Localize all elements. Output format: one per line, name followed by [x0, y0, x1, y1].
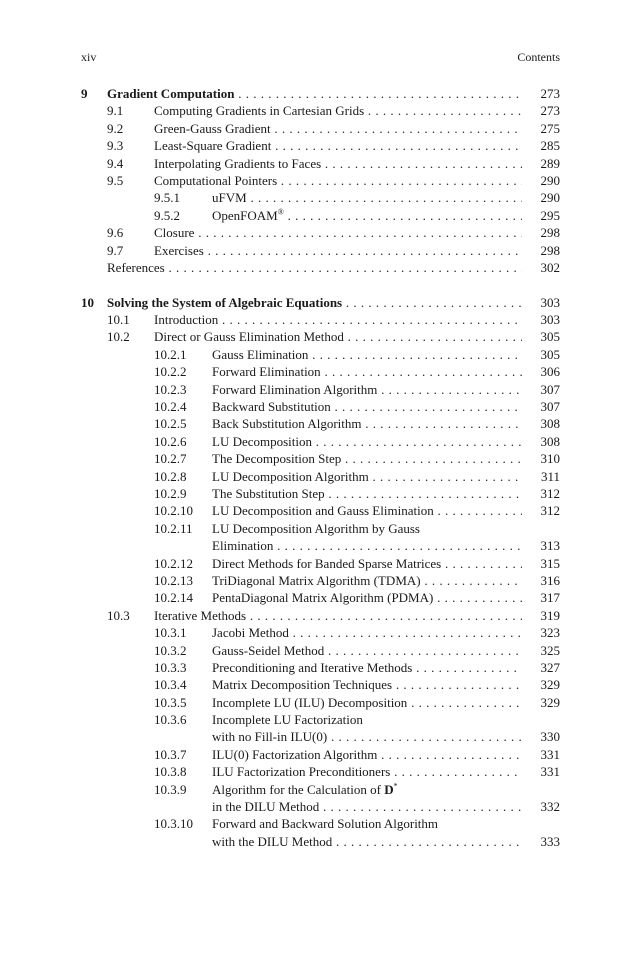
entry-number: 10.2.8 — [154, 468, 187, 484]
entry-title-text: LU Decomposition and Gauss Elimination — [212, 503, 434, 519]
toc-section-entry[interactable] — [81, 137, 560, 154]
entry-number: 10.3.9 — [154, 781, 187, 797]
toc-section-entry[interactable] — [81, 381, 560, 398]
entry-title — [212, 537, 522, 554]
page-number: xiv — [81, 50, 97, 64]
toc-section-entry[interactable] — [81, 502, 560, 519]
entry-number: 9.7 — [107, 242, 124, 258]
entry-number: 10.3.8 — [154, 764, 187, 780]
entry-title — [154, 155, 522, 172]
entry-page-number: 305 — [540, 329, 560, 345]
toc-chapter-entry[interactable] — [81, 294, 560, 311]
entry-title — [212, 207, 522, 224]
entry-number: 10.3.7 — [154, 746, 187, 762]
entry-title-text: OpenFOAM — [212, 207, 278, 223]
toc-section-entry[interactable] — [81, 781, 560, 798]
entry-title-symbol: D — [384, 781, 394, 797]
entry-page-number: 273 — [540, 86, 560, 101]
entry-title-text: Gradient Computation — [107, 86, 235, 101]
entry-title — [212, 346, 522, 363]
entry-title-text: LU Decomposition — [212, 433, 313, 449]
entry-title — [107, 85, 522, 102]
entry-title — [154, 102, 522, 119]
entry-title — [212, 659, 522, 676]
toc-section-entry[interactable] — [81, 815, 560, 832]
entry-number: 10.2.4 — [154, 399, 187, 415]
entry-page-number: 312 — [540, 503, 560, 519]
entry-title-text: Computing Gradients in Cartesian Grids — [154, 103, 365, 119]
entry-page-number: 273 — [540, 103, 560, 119]
entry-number: 10.3.6 — [154, 712, 187, 728]
entry-number: 10 — [81, 294, 94, 310]
entry-title-text: ILU(0) Factorization Algorithm — [212, 746, 378, 762]
toc-section-entry[interactable] — [81, 763, 560, 780]
entry-title-text: Matrix Decomposition Techniques — [212, 677, 393, 693]
entry-title — [154, 607, 522, 624]
entry-title — [212, 642, 522, 659]
entry-title — [212, 781, 522, 798]
entry-title-text: Jacobi Method — [212, 625, 289, 641]
entry-title — [154, 137, 522, 154]
entry-number: 10.2.5 — [154, 416, 187, 432]
entry-page-number: 315 — [540, 555, 560, 571]
toc-section-entry[interactable] — [81, 398, 560, 415]
entry-page-number: 289 — [540, 155, 560, 171]
entry-number: 10.2.1 — [154, 346, 187, 362]
entry-page-number: 306 — [540, 364, 560, 380]
entry-title — [212, 624, 522, 641]
entry-title-text: Forward and Backward Solution Algorithm — [212, 816, 439, 832]
entry-title-text: Direct or Gauss Elimination Method — [154, 329, 344, 345]
entry-title — [212, 746, 522, 763]
entry-title — [212, 363, 522, 380]
entry-number: 10.2.9 — [154, 485, 187, 501]
entry-title — [212, 450, 522, 467]
entry-number: 10.2.12 — [154, 555, 193, 571]
entry-page-number: 307 — [540, 399, 560, 415]
entry-page-number: 323 — [540, 625, 560, 641]
entry-title — [212, 833, 522, 850]
toc-section-entry[interactable] — [81, 659, 560, 676]
entry-number: 10.3.5 — [154, 694, 187, 710]
entry-title-text: LU Decomposition Algorithm — [212, 468, 369, 484]
toc-section-entry[interactable] — [81, 346, 560, 363]
entry-page-number: 331 — [540, 746, 560, 762]
entry-title-text: Green-Gauss Gradient — [154, 120, 271, 136]
entry-title-text: with the DILU Method — [212, 833, 333, 849]
entry-title — [154, 242, 522, 259]
entry-page-number: 327 — [540, 659, 560, 675]
entry-title — [212, 415, 522, 432]
toc-section-entry[interactable] — [81, 328, 560, 345]
entry-number: 10.3.3 — [154, 659, 187, 675]
toc-references-entry[interactable] — [81, 259, 560, 276]
entry-page-number: 311 — [540, 468, 560, 484]
entry-title-text: Exercises — [154, 242, 204, 258]
entry-page-number: 275 — [540, 120, 560, 136]
toc-section-entry[interactable] — [81, 833, 560, 850]
entry-title — [212, 502, 522, 519]
entry-title-text: Forward Elimination — [212, 364, 321, 380]
page-header — [81, 50, 560, 66]
entry-number: 10.2.2 — [154, 364, 187, 380]
entry-title-superscript: ® — [277, 207, 284, 217]
entry-page-number: 313 — [540, 538, 560, 554]
table-of-contents — [81, 85, 560, 850]
entry-title-text: Elimination — [212, 538, 274, 554]
entry-page-number: 303 — [540, 312, 560, 328]
toc-section-entry[interactable] — [81, 520, 560, 537]
toc-section-entry[interactable] — [81, 537, 560, 554]
toc-section-entry[interactable] — [81, 450, 560, 467]
entry-page-number: 305 — [540, 346, 560, 362]
entry-number: 9.3 — [107, 138, 124, 154]
toc-section-entry[interactable] — [81, 642, 560, 659]
entry-title-text: PentaDiagonal Matrix Algorithm (PDMA) — [212, 590, 434, 606]
entry-title-text: Algorithm for the Calculation of — [212, 781, 385, 797]
entry-title-text: The Substitution Step — [212, 485, 325, 501]
entry-title — [107, 259, 522, 276]
toc-section-entry[interactable] — [81, 120, 560, 137]
entry-page-number: 308 — [540, 416, 560, 432]
entry-title-text: Incomplete LU Factorization — [212, 712, 363, 728]
entry-title — [154, 224, 522, 241]
entry-title — [212, 520, 522, 537]
toc-section-entry[interactable] — [81, 311, 560, 328]
entry-page-number: 307 — [540, 381, 560, 397]
entry-number: 10.3.10 — [154, 816, 193, 832]
entry-number: 10.2 — [107, 329, 130, 345]
entry-title — [212, 711, 522, 728]
toc-section-entry[interactable] — [81, 468, 560, 485]
entry-page-number: 325 — [540, 642, 560, 658]
entry-title-text: Introduction — [154, 312, 219, 328]
entry-title — [154, 311, 522, 328]
toc-section-entry[interactable] — [81, 207, 560, 224]
entry-title — [154, 328, 522, 345]
entry-title — [212, 798, 522, 815]
entry-title — [212, 555, 522, 572]
toc-section-entry[interactable] — [81, 711, 560, 728]
entry-title — [212, 815, 522, 832]
entry-title-text: The Decomposition Step — [212, 451, 342, 467]
entry-title-text: ILU Factorization Preconditioners — [212, 764, 391, 780]
running-title: Contents — [517, 50, 560, 64]
toc-section-entry[interactable] — [81, 189, 560, 206]
entry-page-number: 308 — [540, 433, 560, 449]
entry-page-number: 332 — [540, 799, 560, 815]
toc-section-entry[interactable] — [81, 242, 560, 259]
entry-title-text: Forward Elimination Algorithm — [212, 381, 378, 397]
entry-title-text: uFVM — [212, 190, 247, 206]
entry-title-text: Direct Methods for Banded Sparse Matrices — [212, 555, 442, 571]
entry-number: 10.2.10 — [154, 503, 193, 519]
entry-title-text: Closure — [154, 225, 195, 241]
toc-section-entry[interactable] — [81, 224, 560, 241]
entry-number: 10.3.4 — [154, 677, 187, 693]
entry-title — [212, 572, 522, 589]
entry-number: 9.5.2 — [154, 207, 180, 223]
entry-page-number: 312 — [540, 485, 560, 501]
entry-number: 10.2.3 — [154, 381, 187, 397]
entry-title — [212, 694, 522, 711]
entry-number: 10.2.13 — [154, 572, 193, 588]
entry-page-number: 298 — [540, 225, 560, 241]
toc-section-entry[interactable] — [81, 728, 560, 745]
entry-title-text: Least-Square Gradient — [154, 138, 272, 154]
entry-page-number: 319 — [540, 607, 560, 623]
entry-page-number: 290 — [540, 172, 560, 188]
entry-page-number: 330 — [540, 729, 560, 745]
entry-title-text: Backward Substitution — [212, 399, 331, 415]
toc-section-entry[interactable] — [81, 415, 560, 432]
entry-title — [212, 763, 522, 780]
entry-title-text: LU Decomposition Algorithm by Gauss — [212, 520, 420, 536]
entry-title — [212, 189, 522, 206]
entry-page-number: 310 — [540, 451, 560, 467]
entry-title-text: in the DILU Method — [212, 799, 320, 815]
toc-section-entry[interactable] — [81, 102, 560, 119]
toc-section-entry[interactable] — [81, 694, 560, 711]
entry-page-number: 298 — [540, 242, 560, 258]
toc-section-entry[interactable] — [81, 607, 560, 624]
entry-page-number: 303 — [540, 294, 560, 310]
entry-number: 10.3.1 — [154, 625, 187, 641]
entry-title — [212, 381, 522, 398]
entry-title — [212, 589, 522, 606]
entry-title-text: Iterative Methods — [154, 607, 247, 623]
toc-section-entry[interactable] — [81, 433, 560, 450]
entry-number: 9 — [81, 86, 88, 101]
entry-title — [212, 398, 522, 415]
entry-page-number: 329 — [540, 694, 560, 710]
entry-title-superscript: * — [393, 781, 398, 791]
entry-title-text: TriDiagonal Matrix Algorithm (TDMA) — [212, 572, 421, 588]
entry-number: 9.5.1 — [154, 190, 180, 206]
entry-title — [107, 294, 522, 311]
toc-section-entry[interactable] — [81, 746, 560, 763]
entry-title — [154, 172, 522, 189]
entry-title-text: Gauss-Seidel Method — [212, 642, 325, 658]
entry-title-text: Incomplete LU (ILU) Decomposition — [212, 694, 408, 710]
toc-section-entry[interactable] — [81, 589, 560, 606]
entry-title — [212, 728, 522, 745]
entry-number: 10.3.2 — [154, 642, 187, 658]
entry-title — [212, 485, 522, 502]
toc-section-entry[interactable] — [81, 676, 560, 693]
entry-page-number: 302 — [540, 259, 560, 275]
entry-title-text: Back Substitution Algorithm — [212, 416, 362, 432]
entry-page-number: 316 — [540, 572, 560, 588]
entry-page-number: 333 — [540, 833, 560, 849]
toc-section-entry[interactable] — [81, 572, 560, 589]
toc-section-entry[interactable] — [81, 172, 560, 189]
entry-title-text: Solving the System of Algebraic Equations — [107, 294, 343, 310]
entry-number: 9.1 — [107, 103, 124, 119]
entry-title-text: Gauss Elimination — [212, 346, 309, 362]
entry-title-text: References — [107, 259, 165, 275]
toc-section-entry[interactable] — [81, 555, 560, 572]
entry-number: 9.6 — [107, 225, 124, 241]
entry-title — [212, 433, 522, 450]
entry-number: 10.2.14 — [154, 590, 193, 606]
entry-page-number: 317 — [540, 590, 560, 606]
entry-number: 10.2.11 — [154, 520, 193, 536]
entry-number: 9.5 — [107, 172, 124, 188]
entry-page-number: 331 — [540, 764, 560, 780]
entry-title-text: Computational Pointers — [154, 172, 278, 188]
toc-chapter-entry[interactable] — [81, 85, 560, 102]
entry-title — [212, 676, 522, 693]
toc-section-entry[interactable] — [81, 485, 560, 502]
entry-title-text: Interpolating Gradients to Faces — [154, 155, 322, 171]
entry-page-number: 290 — [540, 190, 560, 206]
entry-page-number: 295 — [540, 207, 560, 223]
toc-section-entry[interactable] — [81, 624, 560, 641]
entry-title-text: Preconditioning and Iterative Methods — [212, 659, 413, 675]
toc-section-entry[interactable] — [81, 155, 560, 172]
entry-page-number: 285 — [540, 138, 560, 154]
entry-number: 10.2.6 — [154, 433, 187, 449]
entry-number: 9.4 — [107, 155, 124, 171]
toc-section-entry[interactable] — [81, 798, 560, 815]
entry-title — [154, 120, 522, 137]
entry-number: 10.1 — [107, 312, 130, 328]
entry-page-number: 329 — [540, 677, 560, 693]
entry-number: 10.3 — [107, 607, 130, 623]
entry-title — [212, 468, 522, 485]
toc-section-entry[interactable] — [81, 363, 560, 380]
entry-title-text: with no Fill-in ILU(0) — [212, 729, 328, 745]
entry-number: 9.2 — [107, 120, 124, 136]
entry-number: 10.2.7 — [154, 451, 187, 467]
